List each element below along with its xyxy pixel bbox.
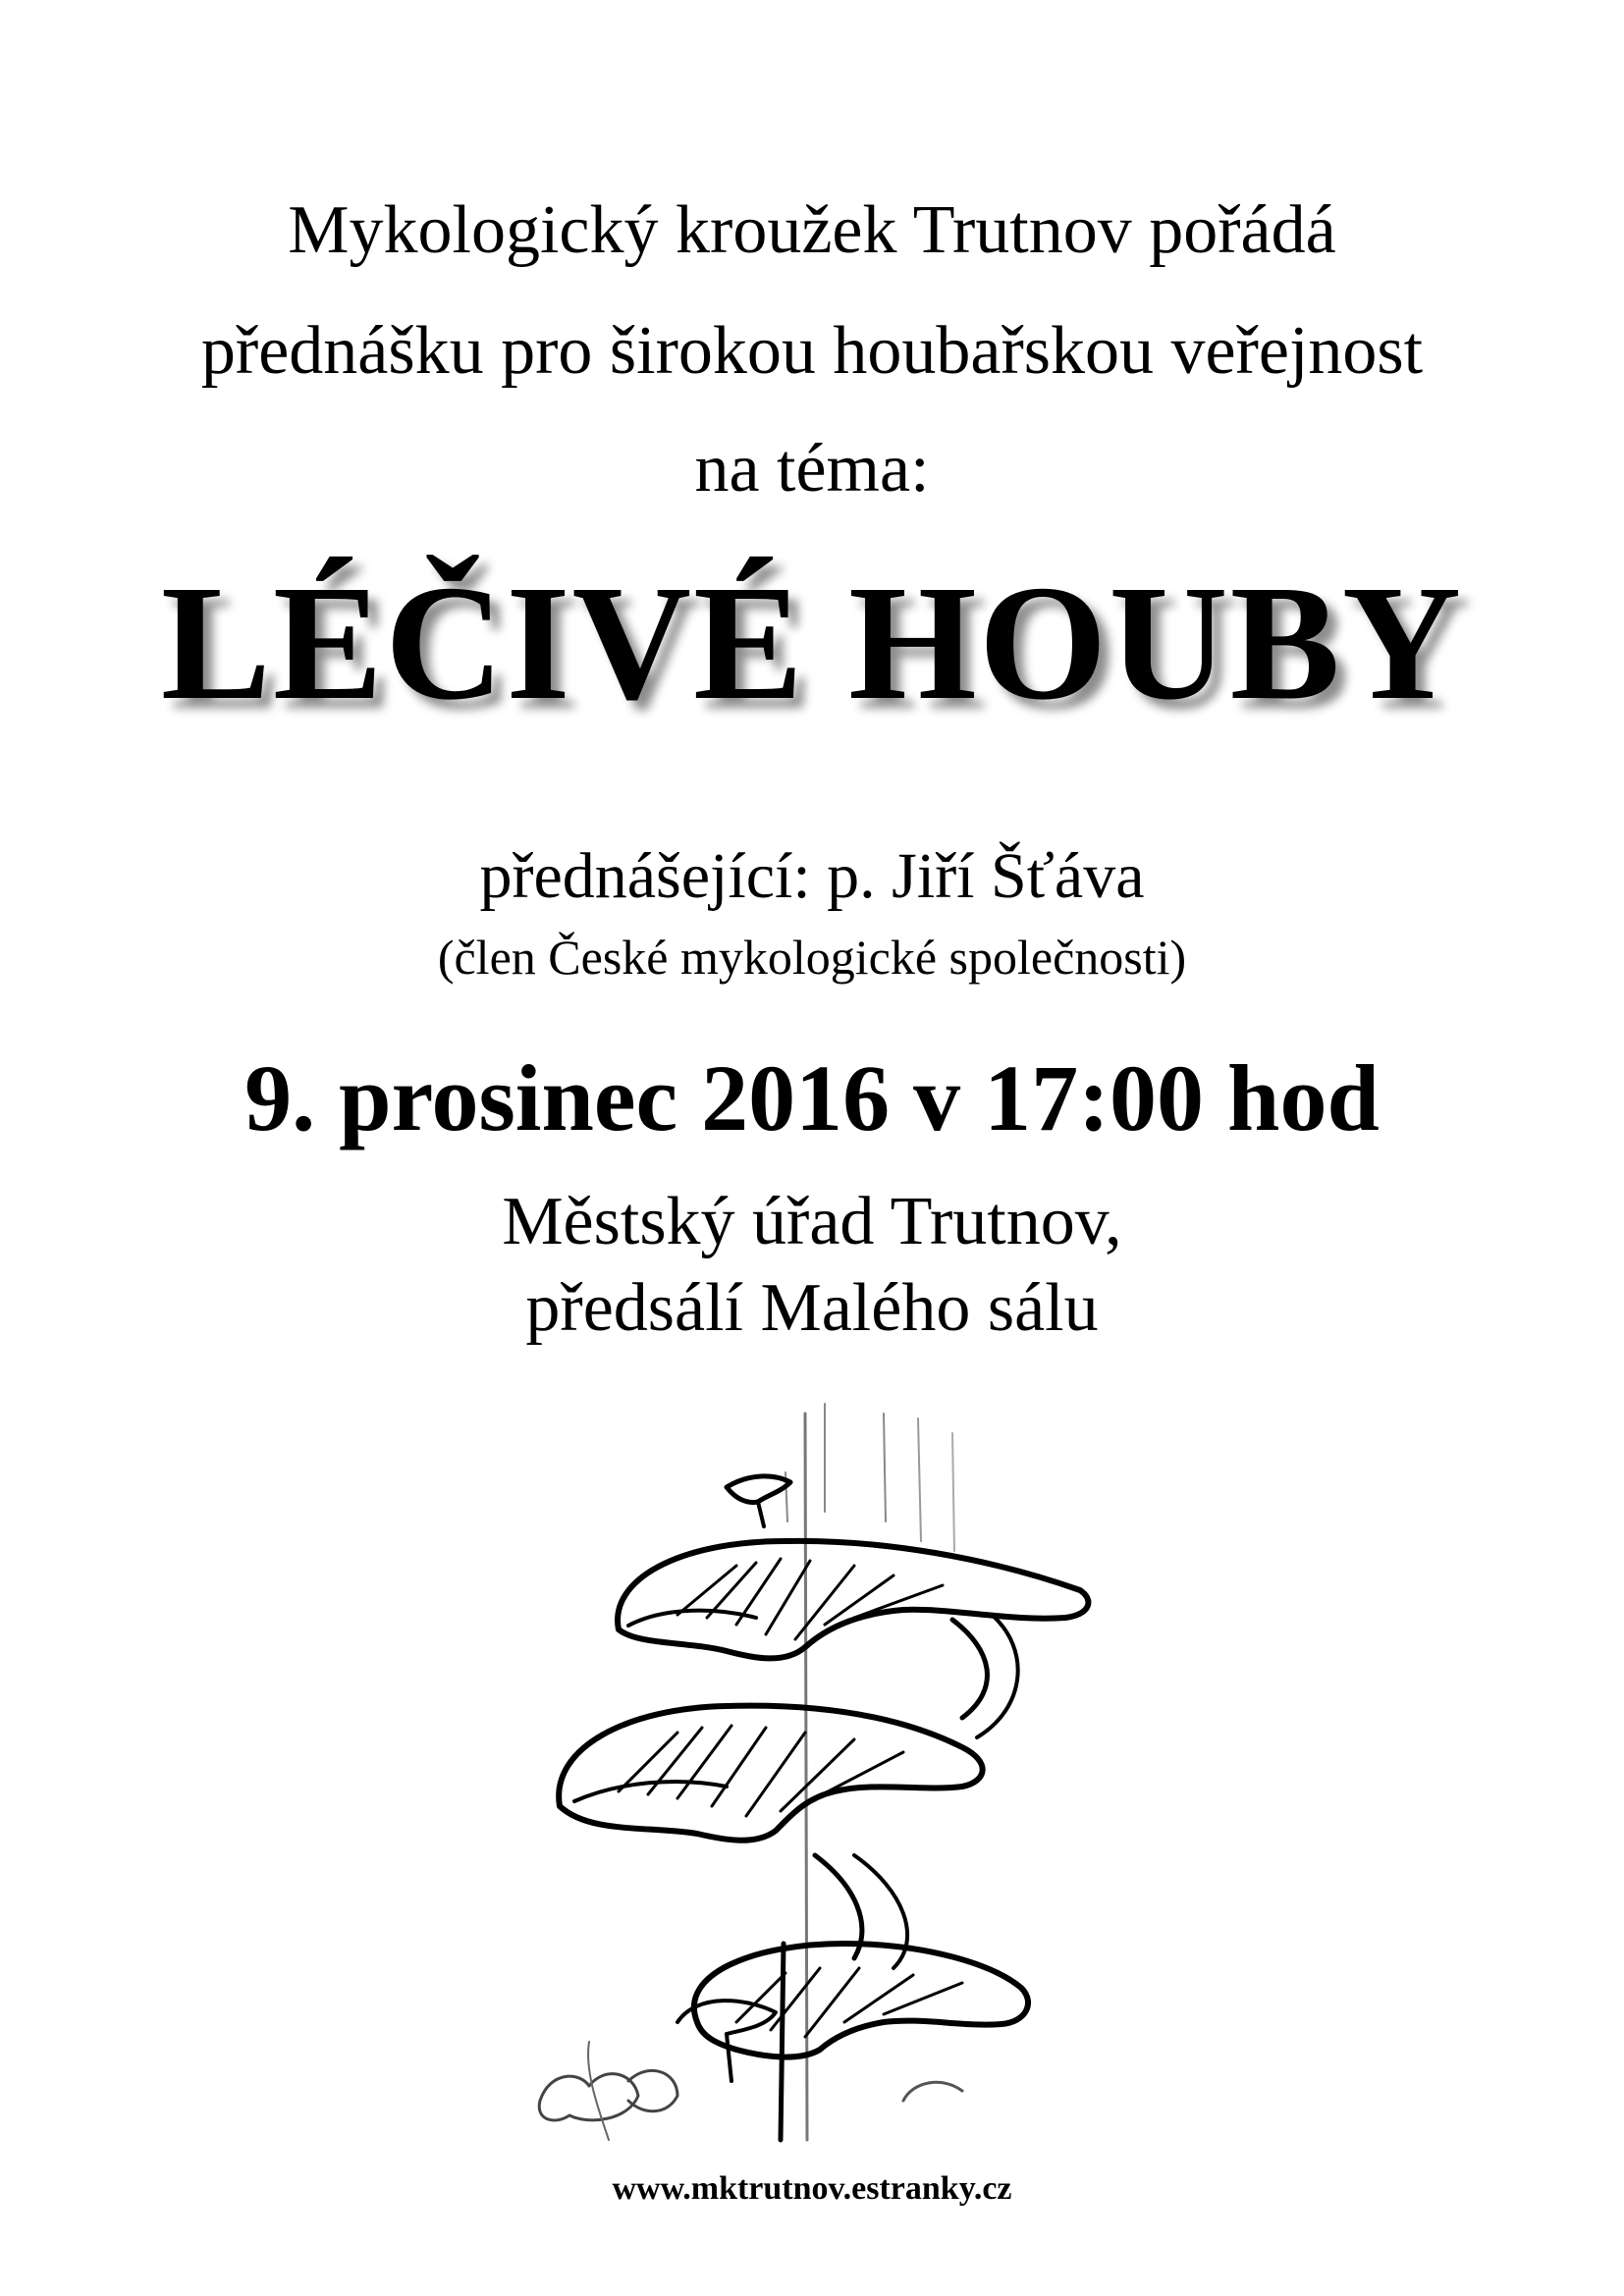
speaker-line: přednášející: p. Jiří Šťáva [479,840,1145,912]
venue-line-building: Městský úřad Trutnov, [502,1184,1122,1259]
intro-line-organizer: Mykologický kroužek Trutnov pořádá [288,192,1336,268]
event-date-time: 9. prosinec 2016 v 17:00 hod [244,1045,1380,1150]
lecture-title: LÉČIVÉ HOUBY [160,552,1464,734]
intro-line-audience: přednášku pro širokou houbařskou veřejnost [200,313,1424,389]
intro-line-topic: na téma: [694,431,930,507]
venue-line-room: předsálí Malého sálu [525,1270,1099,1346]
oyster-mushroom-drawing-icon [530,1394,1110,2150]
speaker-affiliation: (člen České mykologické společnosti) [437,930,1187,985]
website-link[interactable]: www.mktrutnov.estranky.cz [612,2170,1012,2207]
